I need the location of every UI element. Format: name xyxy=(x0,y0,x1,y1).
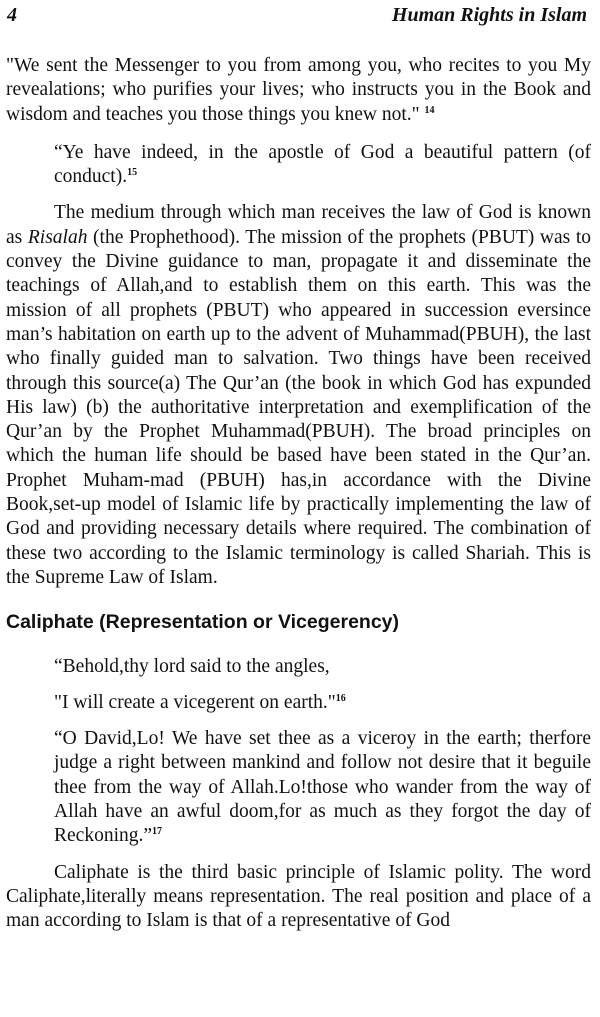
footnote-marker: 17 xyxy=(152,826,163,838)
italic-term: Risalah xyxy=(27,226,88,248)
quote-text: “Behold,thy lord said to the angles, xyxy=(54,655,330,677)
quote-vicegerent xyxy=(6,691,591,715)
page-number: 4 xyxy=(7,4,17,26)
footnote-marker: 15 xyxy=(127,167,138,179)
quote-text: "I will create a vicegerent on earth." xyxy=(54,691,336,713)
quote-behold xyxy=(6,655,591,679)
quote-text: "We sent the Messenger to you from among you, who recites to you My revealations; who purifies your lives; who instructs you in the Book and wisdom and teaches you those things you knew not." xyxy=(6,55,591,125)
paragraph-risalah xyxy=(6,201,591,590)
quote-apostle xyxy=(6,141,591,190)
quote-text: “O David,Lo! We have set thee as a viceroy in the earth; therfore judge a right between mankind and follow not desire that it beguile thee from the way of Allah.Lo!those who wander from the way of Allah have an awful doom,for as much as they forgot the day of Reckoning.” xyxy=(54,728,591,847)
running-title: Human Rights in Islam xyxy=(391,4,587,26)
quote-text: “Ye have indeed, in the apostle of God a beautiful pattern (of conduct). xyxy=(54,141,591,188)
page-header xyxy=(6,0,591,34)
paragraph-caliphate xyxy=(6,861,591,934)
footnote-marker: 14 xyxy=(424,104,435,116)
quote-david xyxy=(6,727,591,848)
section-heading: Caliphate (Representation or Vicegerency) xyxy=(6,611,400,634)
quote-messenger xyxy=(6,54,591,127)
footnote-marker: 16 xyxy=(335,692,346,704)
paragraph-text: Caliphate is the third basic principle of Islamic polity. The word Caliphate,literally means representation. The real position and place of a man according to Islam is that of a representative of God xyxy=(6,861,591,932)
paragraph-text: (the Prophethood). The mission of the prophets (PBUT) was to convey the Divine guidance to man, propagate it and disseminate the teachings of Allah,and to establish them on this earth. This was the mission of all prophets (PBUT) who appeared in succession eversince man’s habitation on earth up to the advent of Muhammad(PBUH), the last who finally guided man to salvation. Two things have been received through this source(a) The Qur’an (the book in which God has expunded His law) (b) the authoritative interpretation and exemplification of the Qur’an by the Prophet Muhammad(PBUH). The broad principles on which the human life should be based have been stated in the Qur’an. Prophet Muham-mad (PBUH) has,in accordance with the Divine Book,set-up model of Islamic life by practically implementing the law of God and providing necessary details where required. The combination of these two according to the Islamic terminology is called Shariah. This is the Supreme Law of Islam. xyxy=(6,226,591,588)
paragraph-text: The medium through which man receives the law of God is known as xyxy=(6,202,591,248)
